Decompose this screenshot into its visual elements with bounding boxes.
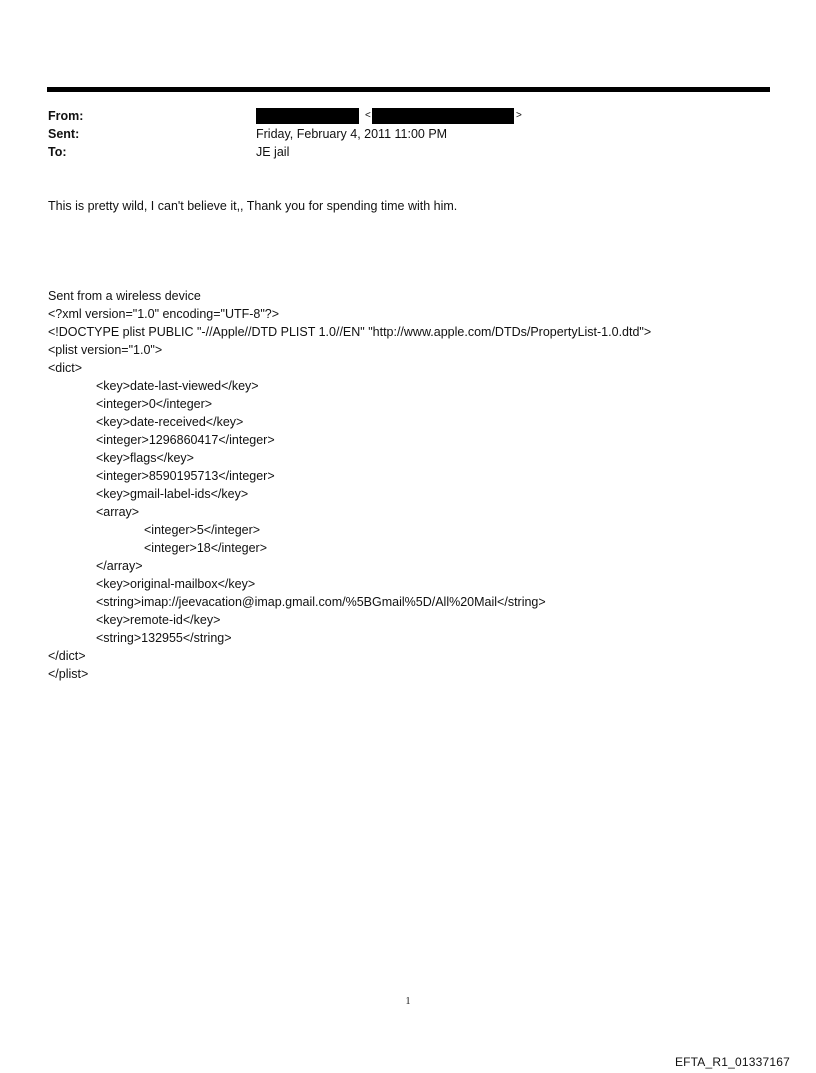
plist-line: </dict> xyxy=(48,649,86,663)
plist-line: <?xml version="1.0" encoding="UTF-8"?> xyxy=(48,307,280,321)
redaction-sender-name xyxy=(256,108,359,124)
plist-line: <array> xyxy=(96,505,140,519)
sender-email-open-bracket: < xyxy=(365,110,371,121)
plist-line: <integer>18</integer> xyxy=(144,541,268,555)
plist-line: <string>132955</string> xyxy=(96,631,232,645)
sent-value: Friday, February 4, 2011 11:00 PM xyxy=(256,127,448,141)
plist-line: <integer>5</integer> xyxy=(144,523,261,537)
plist-line: <integer>1296860417</integer> xyxy=(96,433,275,447)
plist-line: <integer>0</integer> xyxy=(96,397,213,411)
page-number: 1 xyxy=(405,996,411,1007)
sender-email-close-bracket: > xyxy=(516,110,522,121)
plist-metadata xyxy=(48,305,651,683)
plist-line: </plist> xyxy=(48,667,89,681)
plist-line: <string>imap://jeevacation@imap.gmail.com/%5BGmail%5D/All%20Mail</string> xyxy=(96,595,546,609)
plist-line: <dict> xyxy=(48,361,83,375)
message-body: This is pretty wild, I can't believe it,, Thank you for spending time with him. xyxy=(48,199,458,213)
plist-line: <key>flags</key> xyxy=(96,451,194,465)
plist-line: <key>remote-id</key> xyxy=(96,613,221,627)
to-label: To: xyxy=(48,145,67,159)
plist-line: <key>date-last-viewed</key> xyxy=(96,379,259,393)
sent-label: Sent: xyxy=(48,127,80,141)
header-divider xyxy=(47,87,770,92)
plist-line: <key>date-received</key> xyxy=(96,415,244,429)
signature-line: Sent from a wireless device xyxy=(48,289,201,303)
plist-line: </array> xyxy=(96,559,143,573)
plist-line: <key>gmail-label-ids</key> xyxy=(96,487,249,501)
plist-line: <plist version="1.0"> xyxy=(48,343,163,357)
from-label: From: xyxy=(48,109,84,123)
to-value: JE jail xyxy=(256,145,290,159)
plist-line: <!DOCTYPE plist PUBLIC "-//Apple//DTD PLIST 1.0//EN" "http://www.apple.com/DTDs/PropertyList-1.0.dtd"> xyxy=(48,325,652,339)
bates-number: EFTA_R1_01337167 xyxy=(674,1055,790,1069)
plist-line: <integer>8590195713</integer> xyxy=(96,469,275,483)
plist-line: <key>original-mailbox</key> xyxy=(96,577,256,591)
redaction-sender-email xyxy=(372,108,514,124)
